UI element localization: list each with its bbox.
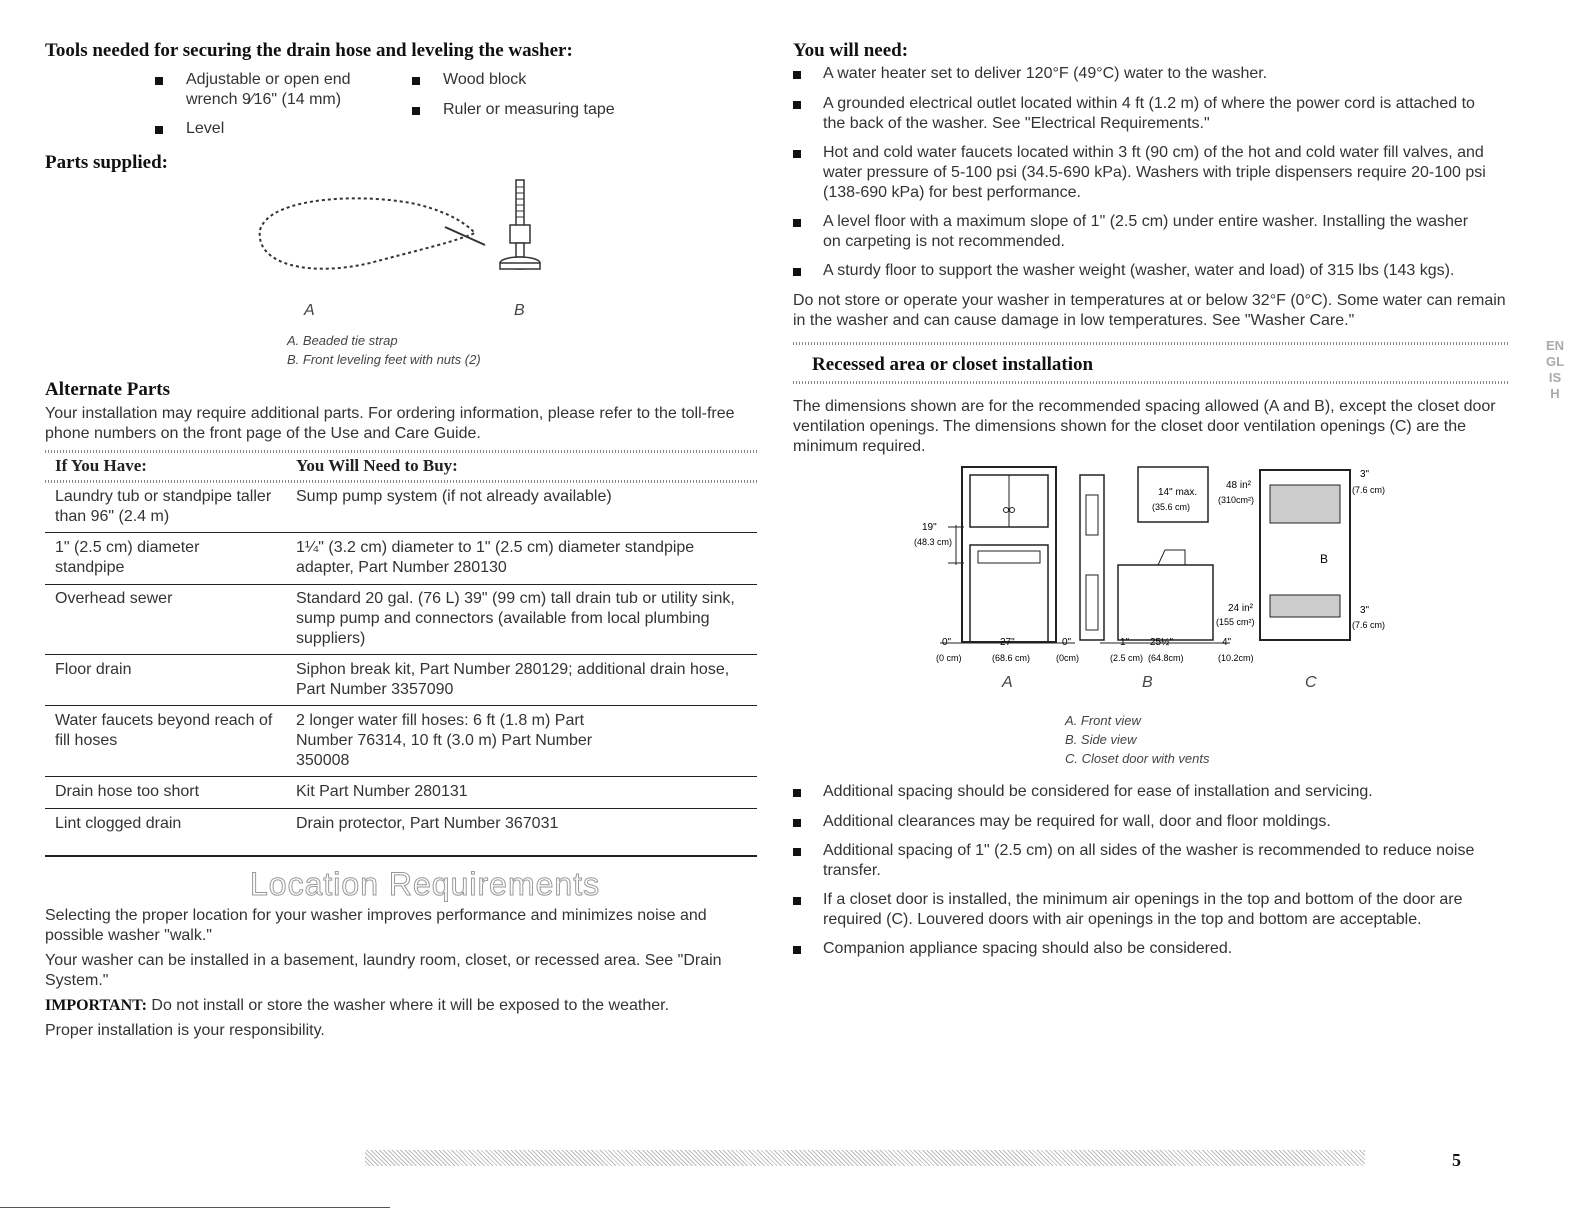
figure-label-a: A [1002, 674, 1013, 691]
bullet-icon [155, 77, 163, 85]
tool-item: Ruler or measuring tape [443, 101, 615, 118]
closet-door-figure [1260, 470, 1350, 640]
part-caption-b: B. Front leveling feet with nuts (2) [287, 352, 481, 367]
dim-label: (64.8cm) [1148, 653, 1184, 663]
cell-have: Water faucets beyond reach of fill hoses [55, 712, 273, 749]
dim-label: 4" [1222, 637, 1232, 648]
language-tab: ENGLISH [1545, 338, 1565, 401]
dim-label: (310cm²) [1218, 495, 1255, 505]
cell-have: Overhead sewer [55, 590, 173, 607]
need-item: A grounded electrical outlet located within 4 ft (1.2 m) of where the power cord is attached to the back of the washer. See "Electrical Requirements." [823, 95, 1475, 132]
parts-heading: Parts supplied: [45, 152, 168, 173]
front-view-figure [940, 467, 1075, 643]
dim-label: B [1320, 552, 1329, 566]
extra-item: Additional spacing should be considered for ease of installation and servicing. [823, 783, 1373, 800]
row-divider [45, 654, 757, 655]
dim-label: (7.6 cm) [1352, 485, 1386, 495]
cell-buy: Drain protector, Part Number 367031 [296, 815, 559, 832]
dim-label: 27" [1000, 637, 1015, 648]
part-label-b: B [514, 302, 525, 319]
bullet-icon [793, 897, 801, 905]
need-item: A sturdy floor to support the washer weight (washer, water and load) of 315 lbs (143 kgs). [823, 262, 1455, 279]
figure-label-b: B [1142, 674, 1153, 691]
section-rule-bottom [793, 381, 1508, 384]
responsibility-note: Proper installation is your responsibility. [45, 1022, 325, 1039]
row-divider [45, 808, 757, 809]
dim-label: 1" [1120, 637, 1130, 648]
footer-band [365, 1150, 1365, 1166]
dim-label: 0" [1062, 637, 1072, 648]
part-label-a: A [304, 302, 315, 319]
dim-label: (68.6 cm) [992, 653, 1031, 663]
bullet-icon [793, 946, 801, 954]
dim-label: (7.6 cm) [1352, 620, 1386, 630]
need-item: Hot and cold water faucets located within 3 ft (90 cm) of the hot and cold water fill valves, and water pressure of 5-100 psi (34.5-690 kPa). Washers with triple dispensers require 20-100 psi (138-690 kPa) for best performance. [823, 144, 1486, 201]
figure-caption-c: C. Closet door with vents [1065, 751, 1210, 766]
figure-caption-a: A. Front view [1065, 713, 1141, 728]
bullet-icon [793, 789, 801, 797]
important-note [45, 996, 757, 1016]
extra-item: Companion appliance spacing should also be considered. [823, 940, 1233, 957]
dim-label: (0 cm) [936, 653, 962, 663]
tool-item: Level [186, 120, 225, 137]
dim-label: 48 in² [1226, 480, 1252, 491]
cell-have: Drain hose too short [55, 783, 200, 800]
parts-illustration [250, 175, 550, 290]
bullet-icon [793, 819, 801, 827]
need-item: A water heater set to deliver 120°F (49°C) water to the washer. [823, 65, 1268, 82]
dim-label: 14" max. [1158, 487, 1198, 498]
dim-label: (10.2cm) [1218, 653, 1254, 663]
dim-label: (155 cm²) [1216, 617, 1255, 627]
bullet-icon [793, 150, 801, 158]
bullet-icon [793, 219, 801, 227]
dim-label: (35.6 cm) [1152, 502, 1191, 512]
cell-have: Laundry tub or standpipe taller than 96" (2.4 m) [55, 488, 272, 525]
location-paragraph: Selecting the proper location for your washer improves performance and minimizes noise and possible washer "walk." [45, 907, 707, 944]
dim-label: 3" [1360, 605, 1370, 616]
alternate-parts-text: Your installation may require additional parts. For ordering information, please refer to the toll-free phone numbers on the front page of the Use and Care Guide. [45, 405, 735, 442]
cell-have: Lint clogged drain [55, 815, 182, 832]
tool-item: Adjustable or open end [186, 71, 351, 88]
dim-label: 25½" [1150, 637, 1174, 648]
recessed-text: The dimensions shown are for the recommended spacing allowed (A and B), except the closet door ventilation openings. The dimensions shown for the closet door ventilation openings (C) are the minimum required. [793, 398, 1496, 455]
extra-item: Additional clearances may be required for wall, door and floor moldings. [823, 813, 1331, 830]
location-paragraph: Your washer can be installed in a basement, laundry room, closet, or recessed area. See "Drain System." [45, 952, 722, 989]
bullet-icon [412, 107, 420, 115]
side-view-figure [1080, 467, 1230, 643]
recessed-heading: Recessed area or closet installation [812, 354, 1094, 375]
row-divider [45, 584, 757, 585]
alternate-parts-heading: Alternate Parts [45, 379, 171, 400]
tool-item-cont: wrench 9⁄16" (14 mm) [186, 91, 342, 108]
bottom-edge-rule [0, 1207, 390, 1208]
row-divider [45, 776, 757, 777]
need-item: A level floor with a maximum slope of 1" (2.5 cm) under entire washer. Installing the washer on carpeting is not recommended. [823, 213, 1469, 250]
dim-label: (2.5 cm) [1110, 653, 1144, 663]
dim-label: (48.3 cm) [914, 537, 953, 547]
bullet-icon [793, 848, 801, 856]
figure-caption-b: B. Side view [1065, 732, 1137, 747]
important-text: Do not install or store the washer where it will be exposed to the weather. [146, 997, 670, 1014]
installation-diagram [900, 455, 1386, 680]
table-header-buy: You Will Need to Buy: [296, 456, 458, 475]
tools-heading: Tools needed for securing the drain hose and leveling the washer: [45, 40, 573, 61]
dim-label: 3" [1360, 469, 1370, 480]
page-number: 5 [1452, 1150, 1461, 1170]
cell-buy: 1¼" (3.2 cm) diameter to 1" (2.5 cm) diameter standpipe adapter, Part Number 280130 [296, 539, 695, 576]
important-label: IMPORTANT: [45, 997, 147, 1014]
cell-have: 1" (2.5 cm) diameter standpipe [55, 539, 200, 576]
table-bottom-rule [45, 855, 757, 857]
row-divider [45, 532, 757, 533]
dim-label: 24 in² [1228, 603, 1254, 614]
location-requirements-title: Location Requirements [250, 866, 601, 902]
table-top-rule [45, 450, 757, 453]
dim-label: (0cm) [1056, 653, 1079, 663]
extra-item: If a closet door is installed, the minimum air openings in the top and bottom of the door are required (C). Louvered doors with air openings in the top and bottom are acceptable. [823, 891, 1463, 928]
storage-note: Do not store or operate your washer in temperatures at or below 32°F (0°C). Some water can remain in the washer and can cause damage in low temperatures. See "Washer Care." [793, 292, 1506, 329]
dim-label: 0" [942, 637, 952, 648]
cell-buy: Siphon break kit, Part Number 280129; additional drain hose, Part Number 3357090 [296, 661, 730, 698]
section-rule-top [793, 342, 1508, 345]
bullet-icon [793, 71, 801, 79]
part-caption-a: A. Beaded tie strap [287, 333, 398, 348]
cell-buy: Kit Part Number 280131 [296, 783, 468, 800]
cell-buy: 2 longer water fill hoses: 6 ft (1.8 m) Part Number 76314, 10 ft (3.0 m) Part Number 350008 [296, 712, 593, 769]
figure-label-c: C [1305, 674, 1317, 691]
cell-have: Floor drain [55, 661, 132, 678]
extra-item: Additional spacing of 1" (2.5 cm) on all sides of the washer is recommended to reduce noise transfer. [823, 842, 1475, 879]
bullet-icon [412, 77, 420, 85]
tie-strap-icon [260, 198, 475, 268]
bullet-icon [155, 126, 163, 134]
bullet-icon [793, 268, 801, 276]
leveling-foot-icon [500, 180, 540, 269]
table-header-rule [45, 480, 757, 483]
dim-label: 19" [922, 522, 937, 533]
tool-item: Wood block [443, 71, 527, 88]
you-will-need-heading: You will need: [793, 40, 909, 61]
cell-buy: Sump pump system (if not already available) [296, 488, 612, 505]
table-header-have: If You Have: [55, 456, 147, 475]
bullet-icon [793, 101, 801, 109]
row-divider [45, 705, 757, 706]
cell-buy: Standard 20 gal. (76 L) 39" (99 cm) tall drain tub or utility sink, sump pump and connectors (available from local plumbing suppliers) [296, 590, 735, 647]
